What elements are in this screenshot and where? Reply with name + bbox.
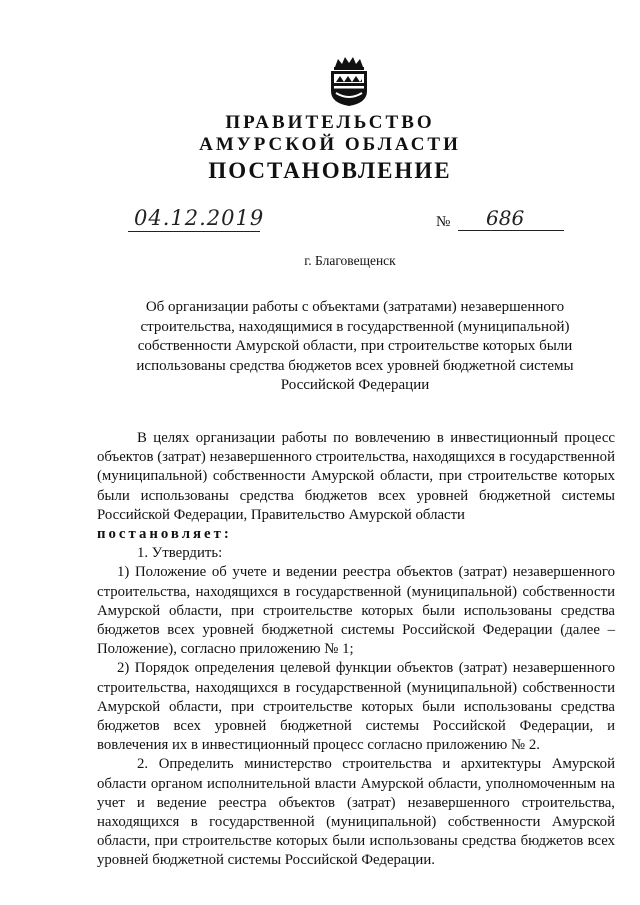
document-body [97,429,615,871]
number-sign: № [436,214,451,230]
decree-word: постановляет: [97,526,232,543]
point-1-1: 1) Положение об учете и ведении реестра объектов (затрат) незавершенного строительства, находящихся в государственной (муниципальной) собственности Амурской области, при строительстве которых были использованы средства бюджетов всех уровней бюджетной системы Российской Федерации (далее – Положение), согласно приложению № 1; [97,564,615,658]
document-date: 04.12.2019 [128,207,260,232]
government-title-line2: АМУРСКОЙ ОБЛАСТИ [199,134,461,155]
preamble-paragraph: В целях организации работы по вовлечению в инвестиционный процесс объектов (затрат) незавершенного строительства, находящихся в государственной (муниципальной) собственности Амурской области, при строительстве которых были использованы средства бюджетов всех уровней бюджетной системы Российской Федерации, Правительство Амурской области [97,430,615,523]
point-1-2: 2) Порядок определения целевой функции объектов (затрат) незавершенного строительства, находящихся в государственной (муниципальной) собственности Амурской области, при строительстве которых были использованы средства бюджетов всех уровней бюджетной системы Российской Федерации, и вовлечения их в инвестиционный процесс согласно приложению № 2. [97,660,615,754]
document-type: ПОСТАНОВЛЕНИЕ [208,158,452,183]
point-2: 2. Определить министерство строительства и архитектуры Амурской области органом исполнительной власти Амурской области, уполномоченным на учет и ведение реестра объектов (затрат) незавершенного строительства, находящихся в государственной (муниципальной) собственности Амурской области, при строительстве которых были использованы средства бюджетов всех уровней бюджетной системы Российской Федерации. [97,756,615,869]
document-number: 686 [458,207,564,231]
document-subject: Об организации работы с объектами (затратами) незавершенного строительства, находящимися в государственной (муниципальной) собственности Амурской области, при строительстве которых были использованы средства бюджетов всех уровней бюджетной системы Российской Федерации [136,299,574,393]
city-label: г. Благовещенск [304,253,396,268]
amur-oblast-coat-of-arms-icon [327,55,371,107]
government-title-line1: ПРАВИТЕЛЬСТВО [225,112,435,133]
point-1: 1. Утвердить: [137,545,223,562]
